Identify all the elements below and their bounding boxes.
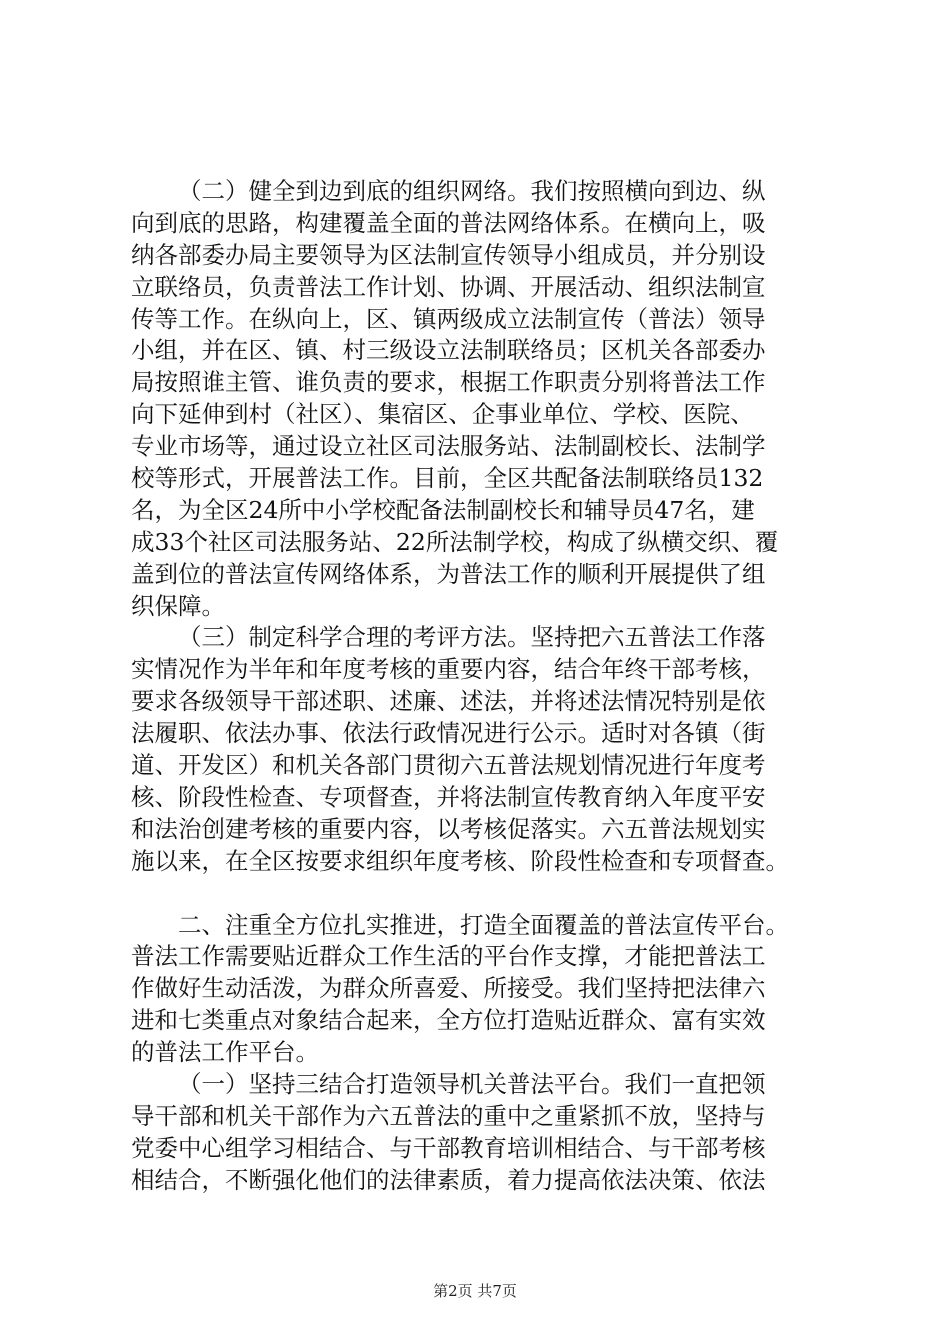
- text-line: 党委中心组学习相结合、与干部教育培训相结合、与干部考核: [131, 1133, 766, 1162]
- page-number-label: 第2页 共7页: [433, 1282, 517, 1300]
- paragraph-evaluation-method: [131, 622, 837, 877]
- text-line: 的普法工作平台。: [131, 1038, 319, 1067]
- text-line: 普法工作需要贴近群众工作生活的平台作支撑，才能把普法工: [131, 942, 766, 971]
- text-line: 传等工作。在纵向上，区、镇两级成立法制宣传（普法）领导: [131, 304, 766, 333]
- text-line: 校等形式，开展普法工作。目前，全区共配备法制联络员132: [131, 464, 764, 493]
- text-line: 要求各级领导干部述职、述廉、述法，并将述法情况特别是依: [131, 687, 766, 716]
- text-line: 向到底的思路，构建覆盖全面的普法网络体系。在横向上，吸: [131, 208, 766, 237]
- text-line: 局按照谁主管、谁负责的要求，根据工作职责分别将普法工作: [131, 368, 766, 397]
- text-line: 名，为全区24所中小学校配备法制副校长和辅导员47名，建: [131, 495, 755, 524]
- text-line: 纳各部委办局主要领导为区法制宣传领导小组成员，并分别设: [131, 240, 766, 269]
- text-line: 相结合，不断强化他们的法律素质，着力提高依法决策、依法: [131, 1165, 766, 1194]
- text-line: 织保障。: [131, 591, 225, 620]
- text-line: 小组，并在区、镇、村三级设立法制联络员；区机关各部委办: [131, 336, 766, 365]
- text-line: 法履职、依法办事、依法行政情况进行公示。适时对各镇（街: [131, 719, 766, 748]
- paragraph-spacer: [131, 878, 837, 910]
- text-line: （一）坚持三结合打造领导机关普法平台。我们一直把领: [178, 1070, 766, 1099]
- paragraph-organization-network: [131, 176, 837, 622]
- text-line: 和法治创建考核的重要内容，以考核促落实。六五普法规划实: [131, 814, 766, 843]
- text-line: 施以来，在全区按要求组织年度考核、阶段性检查和专项督查。: [131, 846, 789, 875]
- text-line: 立联络员，负责普法工作计划、协调、开展活动、组织法制宣: [131, 272, 766, 301]
- text-line: 向下延伸到村（社区）、集宿区、企事业单位、学校、医院、: [131, 400, 754, 429]
- text-line: 实情况作为半年和年度考核的重要内容，结合年终干部考核，: [131, 655, 766, 684]
- text-line: 作做好生动活泼，为群众所喜爱、所接受。我们坚持把法律六: [131, 974, 766, 1003]
- text-line: （二）健全到边到底的组织网络。我们按照横向到边、纵: [178, 177, 766, 205]
- text-line: 二、注重全方位扎实推进，打造全面覆盖的普法宣传平台。: [178, 910, 789, 939]
- paragraph-leadership-platform: [131, 1069, 837, 1197]
- text-line: 成33个社区司法服务站、22所法制学校，构成了纵横交织、覆: [131, 527, 779, 556]
- text-line: 核、阶段性检查、专项督查，并将法制宣传教育纳入年度平安: [131, 782, 766, 811]
- text-line: 道、开发区）和机关各部门贯彻六五普法规划情况进行年度考: [131, 751, 766, 780]
- text-line: 盖到位的普法宣传网络体系，为普法工作的顺利开展提供了组: [131, 559, 766, 588]
- text-line: 专业市场等，通过设立社区司法服务站、法制副校长、法制学: [131, 432, 766, 461]
- text-line: （三）制定科学合理的考评方法。坚持把六五普法工作落: [178, 623, 766, 652]
- text-line: 导干部和机关干部作为六五普法的重中之重紧抓不放，坚持与: [131, 1101, 766, 1130]
- paragraph-section-two-heading: [131, 910, 837, 1069]
- document-body: [131, 176, 837, 1197]
- text-line: 进和七类重点对象结合起来，全方位打造贴近群众、富有实效: [131, 1006, 766, 1035]
- page-footer: [0, 1280, 950, 1301]
